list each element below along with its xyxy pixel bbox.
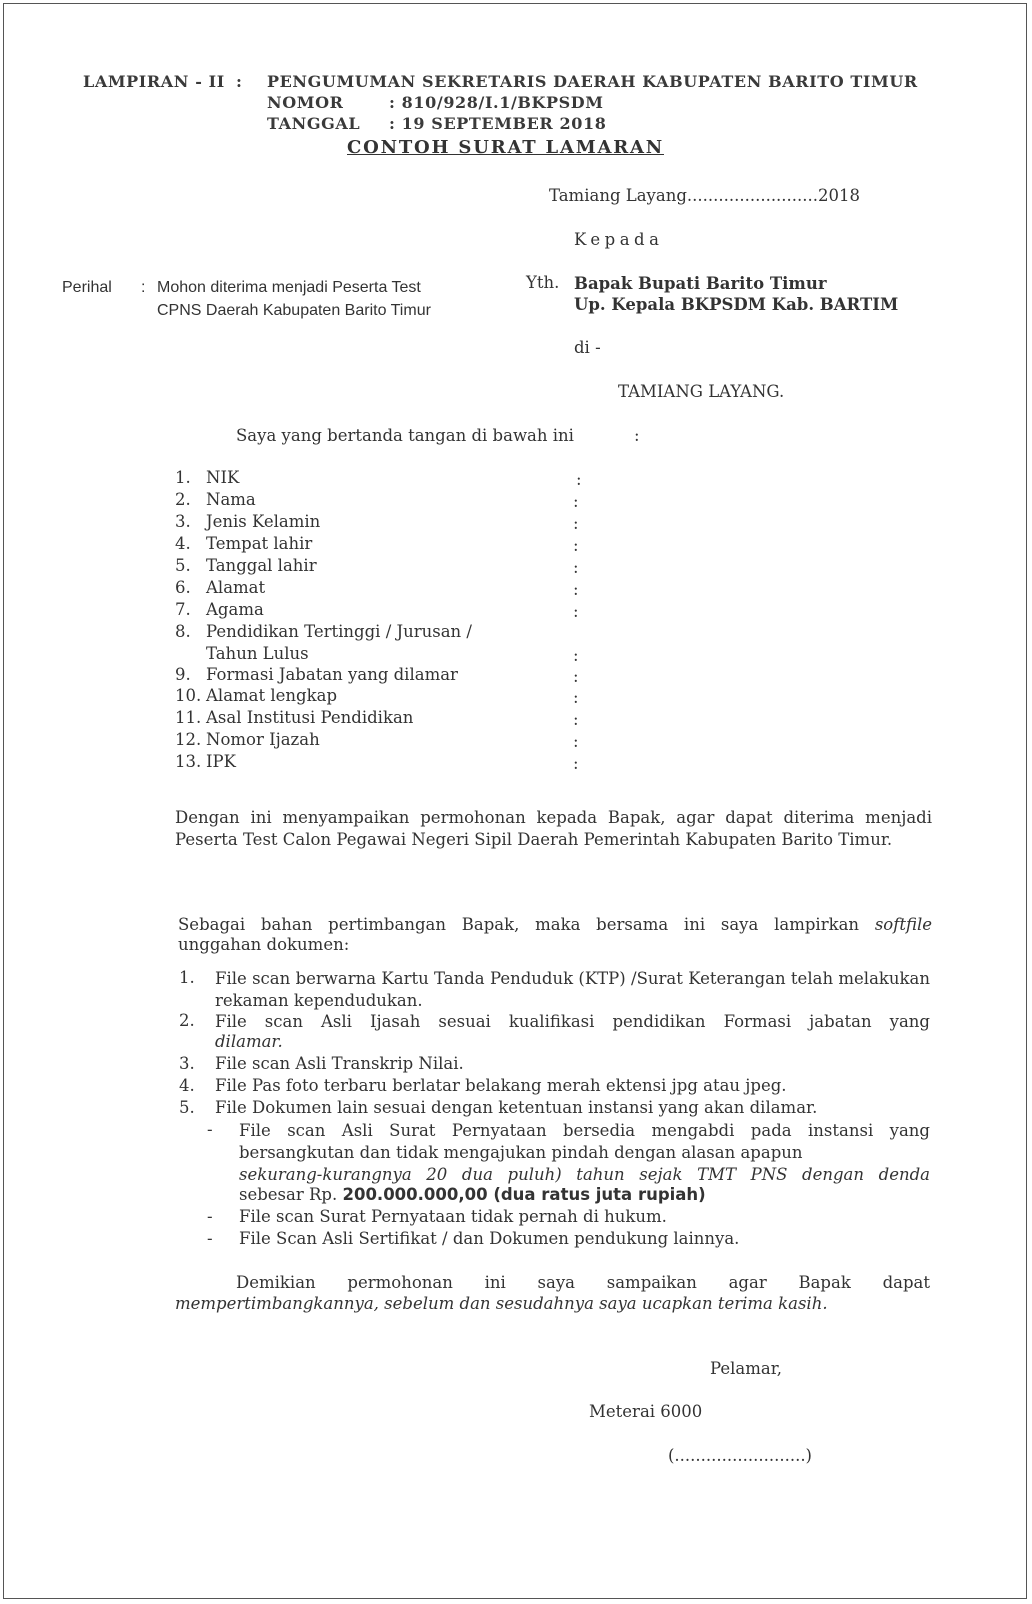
field-colon: : <box>576 470 582 489</box>
field-colon: : <box>573 688 579 707</box>
sub-item: File scan Asli Surat Pernyataan bersedia mengabdi pada instansi yang bersangkutan dan tidak mengajukan pindah dengan alasan apapun <box>239 1121 930 1162</box>
recipient-line-2: Up. Kepala BKPSDM Kab. BARTIM <box>574 295 899 314</box>
field-num: 12. <box>175 730 202 749</box>
field-colon: : <box>573 558 579 577</box>
field-num: 4. <box>175 534 191 553</box>
field-colon: : <box>573 754 579 773</box>
field-num: 1. <box>175 468 191 487</box>
di: di - <box>574 338 601 357</box>
field-label: Pendidikan Tertinggi / Jurusan / <box>206 622 472 641</box>
doc-num: 2. <box>179 1011 195 1030</box>
tanggal-value: : 19 SEPTEMBER 2018 <box>389 114 607 133</box>
field-colon: : <box>573 646 579 665</box>
closing-line-1: Demikian permohonan ini saya sampaikan agar Bapak dapat <box>236 1273 930 1292</box>
attachment-intro-text: Sebagai bahan pertimbangan Bapak, maka bersama ini saya lampirkan <box>178 915 860 934</box>
field-label: Formasi Jabatan yang dilamar <box>206 665 458 684</box>
nomor-value: : 810/928/I.1/BKPSDM <box>389 93 604 112</box>
field-colon: : <box>573 732 579 751</box>
field-colon: : <box>573 710 579 729</box>
field-num: 7. <box>175 600 191 619</box>
field-colon: : <box>573 514 579 533</box>
field-label: IPK <box>206 752 236 771</box>
field-num: 5. <box>175 556 191 575</box>
doc-item: File Pas foto terbaru berlatar belakang merah ektensi jpg atau jpeg. <box>215 1076 787 1095</box>
lampiran-colon: : <box>236 72 243 91</box>
field-label: Nama <box>206 490 256 509</box>
field-label: Asal Institusi Pendidikan <box>206 708 414 727</box>
closing-line-2: mempertimbangkannya, sebelum dan sesudahnya saya ucapkan terima kasih. <box>175 1294 828 1313</box>
sub-dash: - <box>207 1229 213 1248</box>
document-title: CONTOH SURAT LAMARAN <box>347 137 664 158</box>
sub-item: File Scan Asli Sertifikat / dan Dokumen pendukung lainnya. <box>239 1229 740 1248</box>
doc-num: 4. <box>179 1076 195 1095</box>
tanggal-label: TANGGAL <box>267 114 361 133</box>
doc-num: 3. <box>179 1054 195 1073</box>
field-label: Alamat <box>206 578 266 597</box>
recipient-city: TAMIANG LAYANG. <box>618 382 785 401</box>
field-label: NIK <box>206 468 240 487</box>
field-label: Agama <box>206 600 264 619</box>
field-colon: : <box>573 580 579 599</box>
field-num: 9. <box>175 665 191 684</box>
doc-num: 5. <box>179 1098 195 1117</box>
place-date: Tamiang Layang.........................2018 <box>549 186 861 205</box>
field-label: Tanggal lahir <box>206 556 317 575</box>
sub-item-italic: sekurang-kurangnya 20 dua puluh) tahun sejak TMT PNS dengan denda <box>239 1165 930 1184</box>
perihal-line-2: CPNS Daerah Kabupaten Barito Timur <box>157 302 431 319</box>
field-num: 6. <box>175 578 191 597</box>
attachment-intro <box>178 914 932 936</box>
signature-name-placeholder: (.........................) <box>668 1446 812 1465</box>
field-label: Jenis Kelamin <box>206 512 321 531</box>
field-label-cont: Tahun Lulus <box>206 644 309 663</box>
sub-item-amount-value: 200.000.000,00 (dua ratus juta rupiah) <box>342 1185 706 1204</box>
field-colon: : <box>573 667 579 686</box>
yth: Yth. <box>526 273 560 292</box>
softfile-term: softfile <box>874 915 932 934</box>
pelamar-label: Pelamar, <box>710 1359 783 1378</box>
intro-colon: : <box>634 426 640 445</box>
field-label: Nomor Ijazah <box>206 730 320 749</box>
perihal-line-1: Mohon diterima menjadi Peserta Test <box>157 279 421 296</box>
field-colon: : <box>573 602 579 621</box>
field-label: Tempat lahir <box>206 534 313 553</box>
doc-item: File scan berwarna Kartu Tanda Penduduk (KTP) /Surat Keterangan telah melakukan rekaman kependudukan. <box>215 969 930 1010</box>
field-num: 8. <box>175 622 191 641</box>
document-page <box>3 3 1027 1599</box>
doc-item: File scan Asli Ijasah sesuai kualifikasi pendidikan Formasi jabatan yang <box>215 1012 930 1031</box>
perihal-colon: : <box>141 279 146 296</box>
intro-text: Saya yang bertanda tangan di bawah ini <box>236 426 574 445</box>
sub-item-amount-prefix: sebesar Rp. <box>239 1185 338 1204</box>
doc-num: 1. <box>179 968 195 987</box>
request-paragraph: Dengan ini menyampaikan permohonan kepada Bapak, agar dapat diterima menjadi Peserta Test Calon Pegawai Negeri Sipil Daerah Pemerintah Kabupaten Barito Timur. <box>175 808 932 849</box>
doc-item: File scan Asli Transkrip Nilai. <box>215 1054 464 1073</box>
field-colon: : <box>573 492 579 511</box>
sub-dash: - <box>207 1120 213 1139</box>
doc-item: File Dokumen lain sesuai dengan ketentuan instansi yang akan dilamar. <box>215 1098 818 1117</box>
field-num: 3. <box>175 512 191 531</box>
sub-item: File scan Surat Pernyataan tidak pernah di hukum. <box>239 1207 667 1226</box>
field-num: 13. <box>175 752 202 771</box>
sub-dash: - <box>207 1207 213 1226</box>
kepada: Kepada <box>574 230 664 249</box>
doc-item-cont: dilamar. <box>215 1032 283 1051</box>
perihal-label: Perihal <box>62 279 112 296</box>
field-num: 10. <box>175 686 202 705</box>
meterai-label: Meterai 6000 <box>589 1402 703 1421</box>
lampiran-label: LAMPIRAN - II <box>83 72 225 91</box>
nomor-label: NOMOR <box>267 93 344 112</box>
attachment-intro-cont: unggahan dokumen: <box>178 935 350 954</box>
field-label: Alamat lengkap <box>206 686 338 705</box>
field-num: 11. <box>175 708 202 727</box>
field-colon: : <box>573 536 579 555</box>
recipient-line-1: Bapak Bupati Barito Timur <box>574 274 827 293</box>
announcement-title: PENGUMUMAN SEKRETARIS DAERAH KABUPATEN BARITO TIMUR <box>267 72 918 91</box>
field-num: 2. <box>175 490 191 509</box>
sub-item-amount <box>239 1185 706 1204</box>
